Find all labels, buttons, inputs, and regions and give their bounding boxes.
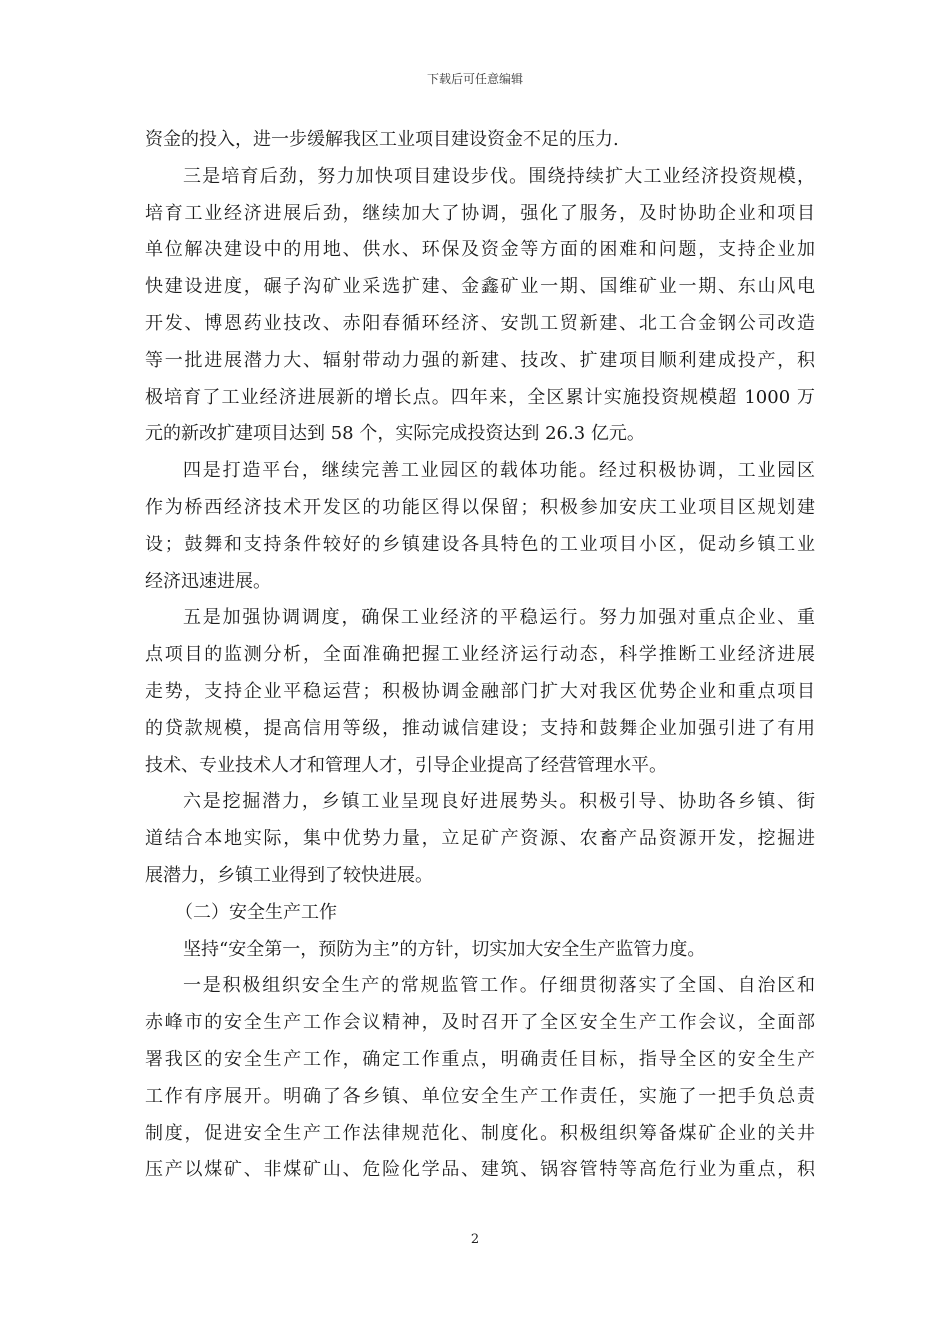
text-line: 一是积极组织安全生产的常规监管工作。仔细贯彻落实了全国、自治区和 — [183, 975, 815, 997]
text-line: 三是培育后劲，努力加快项目建设步伐。围绕持续扩大工业经济投资规模， — [183, 165, 815, 187]
text-line: 经济迅速进展。 — [145, 570, 271, 592]
page-header: 下载后可任意编辑 — [426, 72, 523, 86]
text-line: 极培育了工业经济进展新的增长点。四年来，全区累计实施投资规模超 1000 万 — [145, 386, 815, 408]
text-line: 点项目的监测分析，全面准确把握工业经济运行动态，科学推断工业经济进展 — [145, 644, 815, 666]
text-line: 设；鼓舞和支持条件较好的乡镇建设各具特色的工业项目小区，促动乡镇工业 — [145, 533, 815, 555]
page-number: 2 — [470, 1232, 480, 1247]
text-line: 快建设进度，碾子沟矿业采选扩建、金鑫矿业一期、国维矿业一期、东山风电 — [145, 276, 815, 298]
text-line: 道结合本地实际，集中优势力量，立足矿产资源、农畜产品资源开发，挖掘进 — [145, 828, 815, 850]
text-line: 工作有序展开。明确了各乡镇、单位安全生产工作责任，实施了一把手负总责 — [145, 1085, 815, 1107]
text-line: 署我区的安全生产工作，确定工作重点，明确责任目标，指导全区的安全生产 — [145, 1048, 815, 1070]
text-line: 等一批进展潜力大、辐射带动力强的新建、技改、扩建项目顺利建成投产，积 — [145, 349, 815, 371]
text-line: 技术、专业技术人才和管理人才，引导企业提高了经营管理水平。 — [145, 754, 667, 776]
text-line: 赤峰市的安全生产工作会议精神，及时召开了全区安全生产工作会议，全面部 — [145, 1012, 815, 1034]
text-line: 培育工业经济进展后劲，继续加大了协调，强化了服务，及时协助企业和项目 — [145, 202, 815, 224]
text-line: 作为桥西经济技术开发区的功能区得以保留；积极参加安庆工业项目区规划建 — [145, 496, 815, 518]
text-line: 六是挖掘潜力，乡镇工业呈现良好进展势头。积极引导、协助各乡镇、街 — [183, 791, 815, 813]
document-body — [145, 122, 815, 1189]
text-line: 坚持“安全第一，预防为主”的方针，切实加大安全生产监管力度。 — [183, 938, 706, 960]
text-line: 压产以煤矿、非煤矿山、危险化学品、建筑、锅容管特等高危行业为重点，积 — [145, 1159, 815, 1181]
text-line: 元的新改扩建项目达到 58 个，实际完成投资达到 26.3 亿元。 — [145, 423, 645, 445]
text-line: 四是打造平台，继续完善工业园区的载体功能。经过积极协调，工业园区 — [183, 460, 815, 482]
text-line: 资金的投入，进一步缓解我区工业项目建设资金不足的压力. — [145, 129, 619, 150]
text-line: 五是加强协调调度，确保工业经济的平稳运行。努力加强对重点企业、重 — [183, 607, 815, 629]
text-line: 走势，支持企业平稳运营；积极协调金融部门扩大对我区优势企业和重点项目 — [145, 680, 815, 702]
text-line: 单位解决建设中的用地、供水、环保及资金等方面的困难和问题，支持企业加 — [145, 239, 815, 261]
text-line: 展潜力，乡镇工业得到了较快进展。 — [145, 864, 433, 886]
text-line: 的贷款规模，提高信用等级，推动诚信建设；支持和鼓舞企业加强引进了有用 — [145, 717, 815, 739]
text-line: 制度，促进安全生产工作法律规范化、制度化。积极组织筹备煤矿企业的关井 — [145, 1122, 815, 1144]
section-heading: （二）安全生产工作 — [175, 901, 337, 923]
text-line: 开发、博恩药业技改、赤阳春循环经济、安凯工贸新建、北工合金钢公司改造 — [145, 312, 815, 334]
